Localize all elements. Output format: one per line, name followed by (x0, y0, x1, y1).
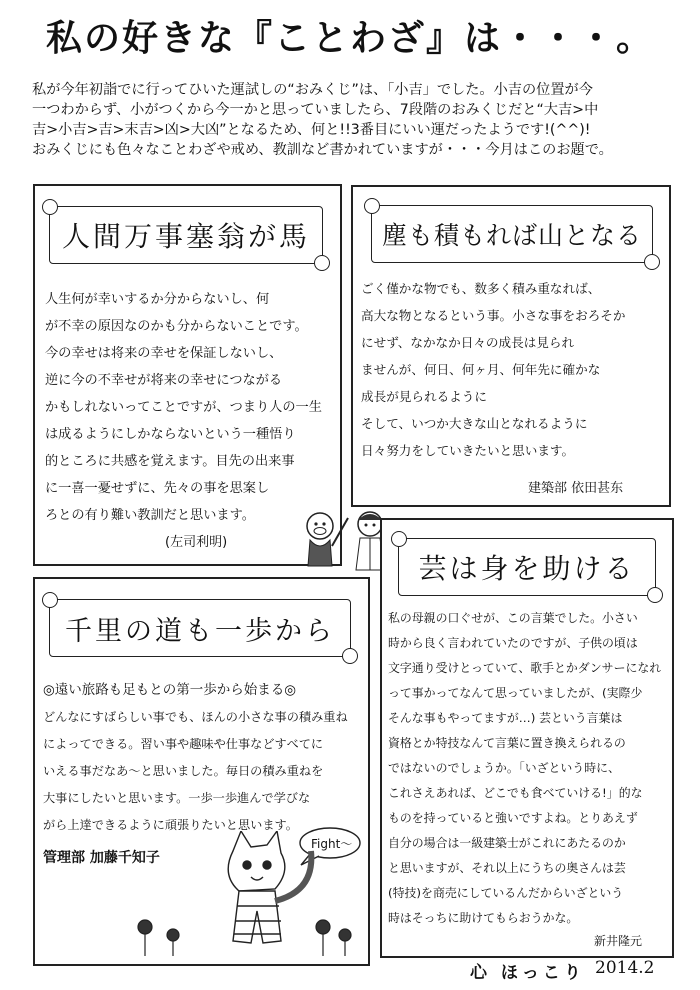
proverb-card-4 (380, 518, 674, 958)
author: (左司利明) (165, 535, 228, 550)
body-line: そんな事もやってますが…) 芸という言葉は (388, 711, 623, 725)
body-line: ませんが、何日、何ヶ月、何年先に確かな (361, 362, 601, 377)
body-line: (特技)を商売にしているんだからいざという (388, 886, 624, 900)
footer-date: 2014.2 (595, 958, 655, 978)
body-line: ろとの有り難い教訓だと思います。 (45, 508, 255, 523)
proverb-banner (49, 206, 323, 264)
author: 管理部 加藤千知子 (43, 850, 160, 866)
body-line: 自分の場合は一級建築士がこれにあたるのか (388, 836, 626, 850)
intro-paragraph (32, 80, 680, 160)
body-line: そして、いつか大きな山となれるように (361, 416, 588, 431)
proverb-body (361, 275, 625, 464)
proverb-banner (49, 599, 351, 657)
body-line: 私の母親の口ぐせが、この言葉でした。小さい (388, 611, 638, 625)
body-line: 文字通り受けとっていて、歌手とかダンサーになれ (388, 661, 662, 675)
proverb-heading: 芸は身を助ける (418, 552, 636, 585)
page-title: 私の好きな『ことわざ』は・・・。 (45, 18, 654, 59)
intro-line: おみくじにも色々なことわざや戒め、教訓など書かれていますが・・・今月はこのお題で。 (32, 142, 613, 158)
footer-brand: 心 ほっこり (470, 963, 585, 983)
proverb-banner (371, 205, 653, 263)
cat-illustration (115, 831, 355, 961)
intro-line: 一つわからず、小がつくから今一かと思っていましたら、7段階のおみくじだと“大吉>中 (32, 102, 599, 118)
speech-bubble-text: Fight～ (311, 837, 353, 851)
body-line: と思いますが、それ以上にうちの奥さんは芸 (388, 861, 626, 875)
author: 建築部 依田甚东 (528, 481, 624, 496)
proverb-heading: 人間万事塞翁が馬 (61, 220, 310, 253)
proverb-card-3 (33, 577, 370, 966)
body-line: 日々努力をしていきたいと思います。 (361, 443, 575, 458)
body-line: ◎遠い旅路も足もとの第一歩から始まる◎ (43, 682, 297, 698)
body-line: 高大な物となるという事。小さな事をおろそか (361, 308, 626, 323)
body-line: が不幸の原因なのかも分からないことです。 (45, 319, 308, 334)
body-line: 大事にしたいと思います。一歩一歩進んで学びな (43, 791, 311, 805)
body-line: 時から良く言われていたのですが、子供の頃は (388, 636, 638, 650)
body-line: 資格とか特技なんて言葉に置き換えられるの (388, 736, 626, 750)
body-line: によってできる。習い事や趣味や仕事などすべてに (43, 737, 324, 751)
body-line: がら上達できるように頑張りたいと思います。 (43, 818, 298, 832)
author: 新井隆元 (594, 934, 643, 948)
body-line: にせず、なかなか日々の成長は見られ (361, 335, 575, 350)
mascot-illustration (292, 504, 392, 579)
proverb-heading: 千里の道も一歩から (65, 615, 335, 647)
body-line: ものを持っていると強いですよね。とりあえず (388, 811, 638, 825)
proverb-card-2 (351, 185, 671, 507)
body-line: 今の幸せは将来の幸せを保証しないし、 (45, 346, 283, 361)
body-line: 的ところに共感を覚えます。目先の出来事 (45, 454, 295, 469)
body-line: 人生何が幸いするか分からないし、何 (45, 292, 270, 307)
body-line: 成長が見られるように (361, 389, 487, 404)
proverb-banner (398, 538, 656, 596)
intro-line: 私が今年初詣でに行ってひいた運試しの“おみくじ”は、「小吉」でした。小吉の位置が今 (32, 82, 593, 98)
proverb-body (45, 286, 322, 529)
proverb-heading: 塵も積もれば山となる (381, 221, 642, 250)
body-line: 逆に今の不幸せが将来の幸せにつながる (45, 373, 283, 388)
body-line: これさえあれば、どこでも食べていける!」的な (388, 786, 643, 800)
intro-line: 吉>小吉>吉>末吉>凶>大凶”となるため、何と!!3番目にいい運だったようです!(^^)! (32, 122, 591, 138)
body-line: に一喜一憂せずに、先々の事を思案し (45, 481, 270, 496)
proverb-body (43, 677, 348, 839)
body-line: って事かってなんて思っていましたが、(実際少 (388, 686, 643, 700)
body-line: ごく僅かな物でも、数多く積み重なれば、 (361, 281, 601, 296)
body-line: いえる事だなあ～と思いました。毎日の積み重ねを (43, 764, 324, 778)
body-line: どんなにすばらしい事でも、ほんの小さな事の積み重ね (43, 710, 348, 724)
proverb-body (388, 606, 661, 931)
body-line: は成るようにしかならないという一種悟り (45, 427, 296, 442)
body-line: かもしれないってことですが、つまり人の一生 (45, 400, 322, 415)
body-line: 時はそっちに助けてもらおうかな。 (388, 911, 579, 925)
body-line: ではないのでしょうか。「いざという時に、 (388, 761, 620, 775)
